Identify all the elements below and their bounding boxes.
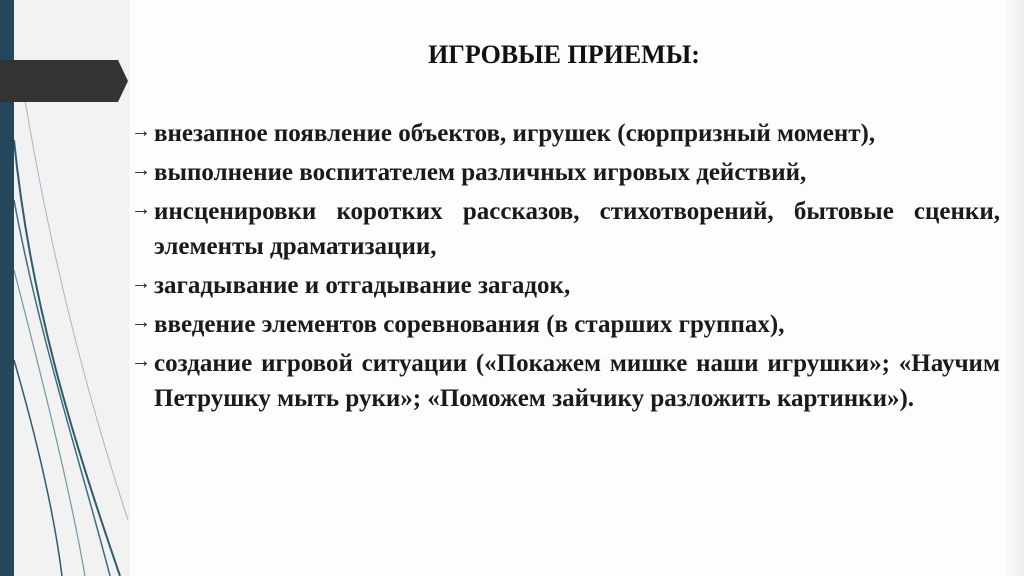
list-item-text: создание игровой ситуации («Покажем мишке наши игрушки»; «Научим Петрушку мыть руки»; «Поможем зайчику разложить картинки»). <box>154 350 1000 412</box>
bullet-list <box>128 116 1000 420</box>
arrow-right-icon: → <box>131 159 151 181</box>
list-item <box>128 155 1000 190</box>
list-item-text: введение элементов соревнования (в старших группах), <box>154 311 785 338</box>
list-item-text: внезапное появление объектов, игрушек (сюрпризный момент), <box>154 120 876 147</box>
list-item <box>128 346 1000 416</box>
list-item <box>128 268 1000 303</box>
list-item <box>128 307 1000 342</box>
right-edge-shadow <box>1002 0 1024 576</box>
arrow-right-icon: → <box>131 311 151 333</box>
arrow-right-icon: → <box>131 120 151 142</box>
list-item-text: выполнение воспитателем различных игровых действий, <box>154 159 807 186</box>
arrow-right-icon: → <box>131 272 151 294</box>
list-item-text: инсценировки коротких рассказов, стихотворений, бытовые сценки, элементы драматизации, <box>154 198 1000 260</box>
slide-title: ИГРОВЫЕ ПРИЕМЫ: <box>428 40 700 69</box>
arrow-right-icon: → <box>131 198 151 220</box>
list-item <box>128 194 1000 264</box>
title-tab-shape <box>0 60 128 102</box>
list-item <box>128 116 1000 151</box>
list-item-text: загадывание и отгадывание загадок, <box>154 272 571 299</box>
arrow-right-icon: → <box>131 350 151 372</box>
slide-content <box>128 0 1000 576</box>
